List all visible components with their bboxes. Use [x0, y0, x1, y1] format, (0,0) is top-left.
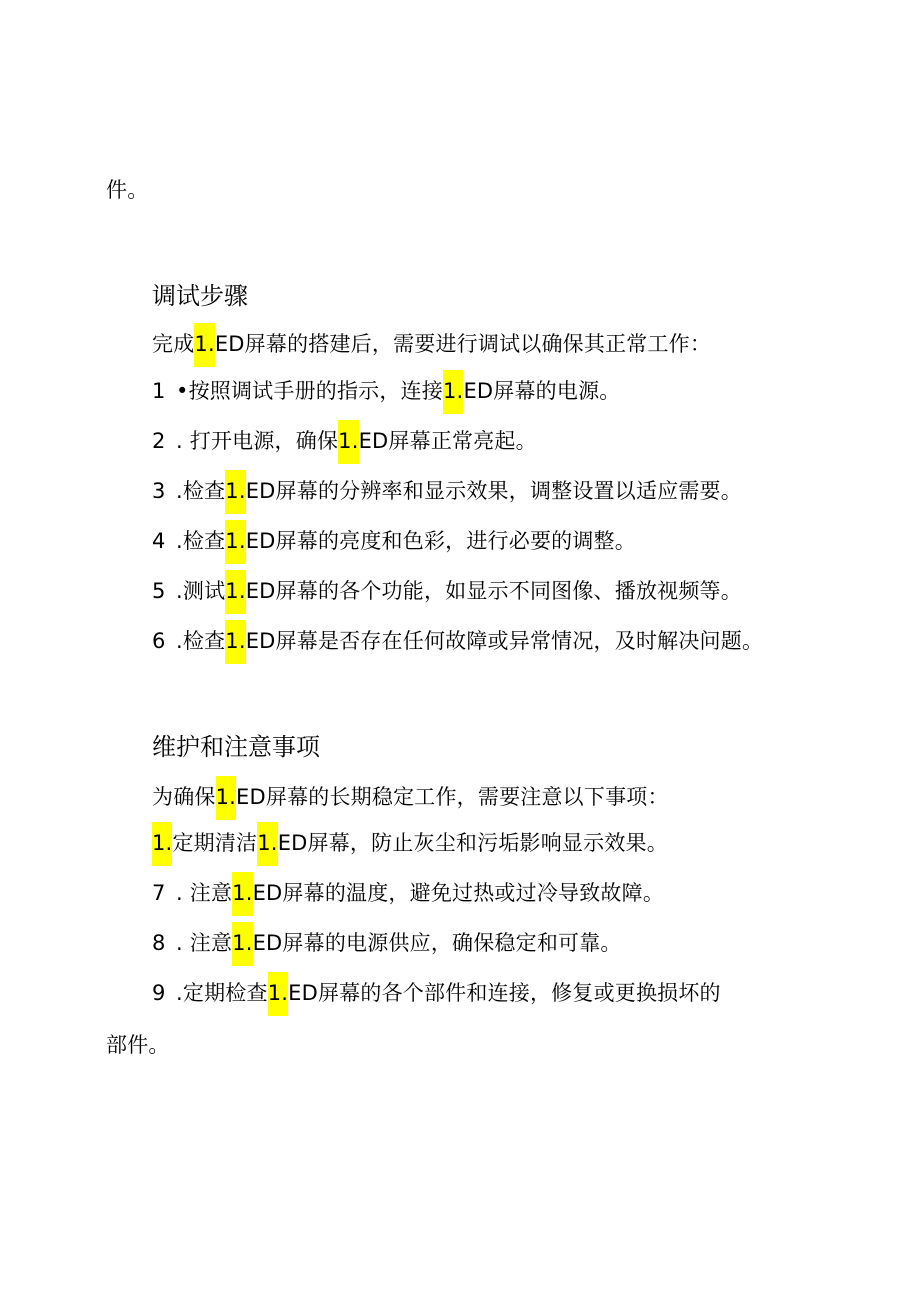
maintenance-item-1-mid: 定期清洁 — [172, 831, 258, 855]
step-2-pre: . 打开电源，确保 — [176, 429, 339, 453]
section2-intro — [152, 782, 669, 812]
section-heading-maintenance-text: 维护和注意事项 — [152, 733, 320, 761]
carry-over-text: 件。 — [106, 178, 149, 202]
maintenance-item-8-number: 8 — [152, 931, 166, 955]
maintenance-item-7-number: 7 — [152, 881, 166, 905]
step-5 — [152, 576, 742, 606]
step-5-pre: .测试 — [176, 579, 226, 603]
step-1-pre: •按照调试手册的指示，连接 — [176, 379, 443, 403]
section1-intro — [152, 329, 711, 359]
step-3-number: 3 — [152, 479, 166, 503]
step-4 — [152, 526, 636, 556]
section1-intro-post: ED屏幕的搭建后，需要进行调试以确保其正常工作： — [214, 332, 712, 356]
step-3 — [152, 476, 742, 506]
highlight-mark: 1. — [268, 972, 288, 1016]
maintenance-item-7 — [152, 878, 664, 908]
step-2-post: ED屏幕正常亮起。 — [358, 429, 537, 453]
highlight-mark: 1. — [225, 520, 245, 564]
maintenance-item-8-pre: . 注意 — [176, 931, 233, 955]
highlight-mark: 1. — [443, 370, 463, 414]
step-4-number: 4 — [152, 529, 166, 553]
maintenance-item-9-post: ED屏幕的各个部件和连接，修复或更换损坏的 — [288, 981, 721, 1005]
highlight-mark: 1. — [225, 570, 245, 614]
maintenance-item-9-continuation-text: 部件。 — [106, 1033, 170, 1057]
highlight-mark: 1. — [152, 822, 172, 866]
section-heading-debug-text: 调试步骤 — [152, 282, 248, 310]
step-4-pre: .检查 — [176, 529, 226, 553]
highlight-mark: 1. — [225, 620, 245, 664]
maintenance-item-7-pre: . 注意 — [176, 881, 233, 905]
step-6-post: ED屏幕是否存在任何故障或异常情况，及时解决问题。 — [245, 629, 764, 653]
step-5-post: ED屏幕的各个功能，如显示不同图像、播放视频等。 — [245, 579, 742, 603]
step-5-number: 5 — [152, 579, 166, 603]
step-2 — [152, 426, 537, 456]
maintenance-item-1-post: ED屏幕，防止灰尘和污垢影响显示效果。 — [277, 831, 668, 855]
step-1-number: 1 — [152, 379, 166, 403]
highlight-mark: 1. — [225, 470, 245, 514]
highlight-mark: 1. — [232, 922, 252, 966]
highlight-mark: 1. — [338, 420, 358, 464]
maintenance-item-1 — [152, 828, 668, 858]
highlight-mark: 1. — [194, 323, 214, 367]
maintenance-item-7-post: ED屏幕的温度，避免过热或过冷导致故障。 — [252, 881, 665, 905]
maintenance-item-8 — [152, 928, 622, 958]
step-3-pre: .检查 — [176, 479, 226, 503]
step-6 — [152, 626, 763, 656]
step-6-number: 6 — [152, 629, 166, 653]
maintenance-item-8-post: ED屏幕的电源供应，确保稳定和可靠。 — [252, 931, 622, 955]
maintenance-item-9-number: 9 — [152, 981, 166, 1005]
section2-intro-pre: 为确保 — [152, 785, 216, 809]
section-heading-debug — [152, 280, 248, 312]
maintenance-item-9 — [152, 978, 721, 1008]
section2-intro-post: ED屏幕的长期稳定工作，需要注意以下事项： — [236, 785, 669, 809]
step-2-number: 2 — [152, 429, 166, 453]
highlight-mark: 1. — [216, 776, 236, 820]
maintenance-item-9-pre: .定期检查 — [176, 981, 268, 1005]
step-4-post: ED屏幕的亮度和色彩，进行必要的调整。 — [245, 529, 636, 553]
section1-intro-pre: 完成 — [152, 332, 195, 356]
section-heading-maintenance — [152, 731, 320, 763]
step-1 — [152, 376, 620, 406]
highlight-mark: 1. — [232, 872, 252, 916]
carry-over-line — [106, 175, 148, 205]
step-1-post: ED屏幕的电源。 — [463, 379, 621, 403]
step-3-post: ED屏幕的分辨率和显示效果，调整设置以适应需要。 — [245, 479, 742, 503]
highlight-mark: 1. — [257, 822, 277, 866]
step-6-pre: .检查 — [176, 629, 226, 653]
maintenance-item-9-continuation — [106, 1030, 170, 1060]
